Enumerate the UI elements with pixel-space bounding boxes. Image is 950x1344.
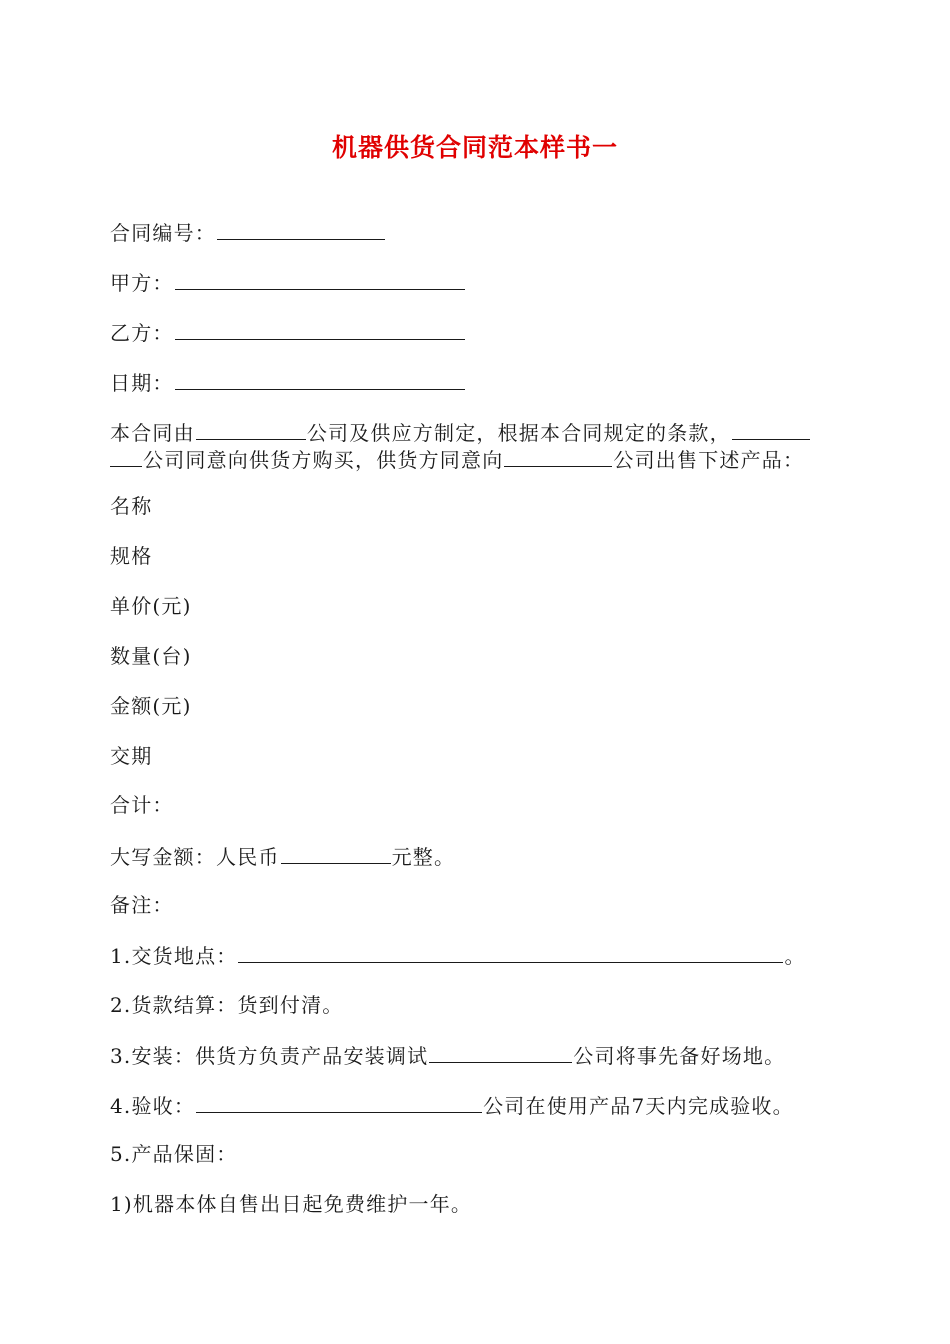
intro-line-2 bbox=[110, 446, 804, 473]
item-unit-price: 单价(元) bbox=[110, 594, 192, 618]
intro-text-3: 公司同意向供货方购买，供货方同意向 bbox=[143, 448, 504, 472]
item-name: 名称 bbox=[110, 494, 153, 518]
item-spec: 规格 bbox=[110, 544, 153, 568]
intro-text-1: 本合同由 bbox=[110, 421, 195, 445]
term-3-line bbox=[110, 1042, 785, 1069]
contract-number-line bbox=[110, 219, 386, 246]
party-a-blank bbox=[175, 269, 465, 290]
intro-blank-2 bbox=[732, 419, 810, 440]
term-1-blank bbox=[238, 942, 783, 963]
capital-amount-suffix: 元整。 bbox=[391, 845, 456, 869]
term-4-line bbox=[110, 1092, 794, 1119]
term-4-blank bbox=[196, 1092, 482, 1113]
intro-blank-2-cont bbox=[110, 446, 142, 467]
item-total: 合计： bbox=[110, 793, 174, 817]
capital-amount-label: 大写金额：人民币 bbox=[110, 845, 280, 869]
capital-amount-line bbox=[110, 843, 455, 870]
term-4-suffix: 公司在使用产品7天内完成验收。 bbox=[483, 1094, 794, 1118]
party-a-line bbox=[110, 269, 466, 296]
term-5-1: 1)机器本体自售出日起免费维护一年。 bbox=[110, 1192, 473, 1216]
remarks-label: 备注： bbox=[110, 893, 174, 917]
term-1-line bbox=[110, 942, 806, 969]
item-amount: 金额(元) bbox=[110, 694, 192, 718]
intro-text-4: 公司出售下述产品： bbox=[613, 448, 805, 472]
term-3-suffix: 公司将事先备好场地。 bbox=[573, 1044, 786, 1068]
party-b-label: 乙方： bbox=[110, 321, 174, 345]
item-quantity: 数量(台) bbox=[110, 644, 192, 668]
term-1-suffix: 。 bbox=[784, 944, 806, 968]
intro-text-2: 公司及供应方制定，根据本合同规定的条款， bbox=[306, 421, 731, 445]
term-3-label: 3.安装：供货方负责产品安装调试 bbox=[110, 1044, 429, 1068]
intro-blank-1 bbox=[196, 419, 306, 440]
capital-amount-blank bbox=[281, 843, 391, 864]
party-b-line bbox=[110, 319, 466, 346]
item-delivery: 交期 bbox=[110, 744, 153, 768]
document-title: 机器供货合同范本样书一 bbox=[331, 133, 618, 162]
term-1-label: 1.交货地点： bbox=[110, 944, 238, 968]
party-a-label: 甲方： bbox=[110, 271, 174, 295]
term-3-blank bbox=[429, 1042, 572, 1063]
contract-number-blank bbox=[217, 219, 385, 240]
party-b-blank bbox=[175, 319, 465, 340]
date-line bbox=[110, 369, 466, 396]
intro-blank-3 bbox=[504, 446, 612, 467]
term-2: 2.货款结算：货到付清。 bbox=[110, 993, 344, 1017]
intro-line-1 bbox=[110, 419, 811, 446]
contract-number-label: 合同编号： bbox=[110, 221, 216, 245]
date-label: 日期： bbox=[110, 371, 174, 395]
term-4-label: 4.验收： bbox=[110, 1094, 196, 1118]
date-blank bbox=[175, 369, 465, 390]
term-5: 5.产品保固： bbox=[110, 1142, 238, 1166]
